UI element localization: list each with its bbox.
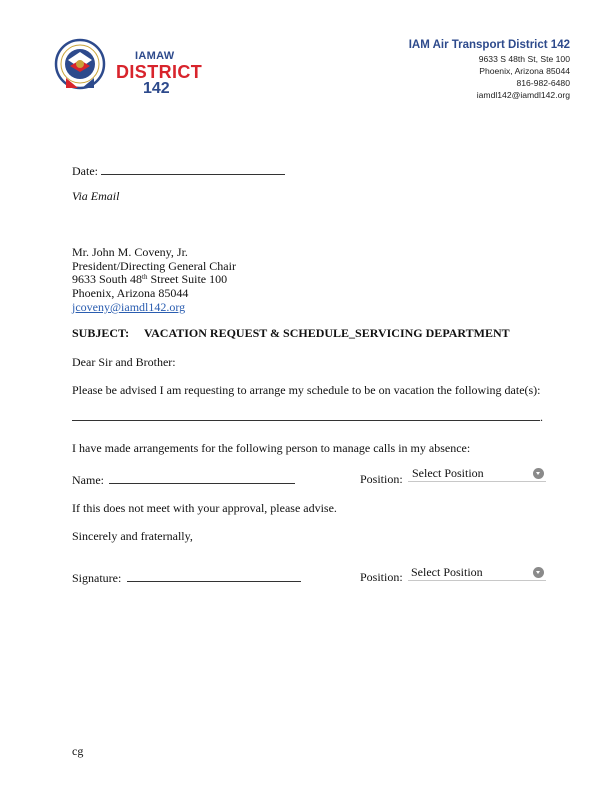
org-address-line-1: 9633 S 48th St, Ste 100: [478, 54, 570, 64]
org-address-line-2: Phoenix, Arizona 85044: [479, 66, 570, 76]
org-email: iamdl142@iamdl142.org: [476, 90, 570, 100]
org-phone: 816-982-6480: [516, 78, 570, 88]
chevron-down-icon: [533, 468, 544, 479]
recipient-title: President/Directing General Chair: [72, 259, 236, 273]
name-label: Name:: [72, 473, 104, 487]
recipient-street: 9633 South 48th Street Suite 100: [72, 272, 228, 286]
signature-line: [72, 570, 301, 585]
brand-district-text: DISTRICT: [116, 62, 203, 82]
brand-number-text: 142: [143, 80, 170, 97]
recipient-city: Phoenix, Arizona 85044: [72, 286, 189, 300]
salutation: Dear Sir and Brother:: [72, 355, 176, 369]
date-field[interactable]: [101, 163, 285, 175]
position-label: Position:: [360, 472, 403, 486]
approval-paragraph: If this does not meet with your approval, please advise.: [72, 501, 337, 515]
signature-label: Signature:: [72, 571, 122, 585]
chevron-down-icon: [533, 567, 544, 578]
signature-position-select[interactable]: [408, 566, 546, 581]
subject-label: SUBJECT:: [72, 326, 130, 340]
arrangement-paragraph: I have made arrangements for the following person to manage calls in my absence:: [72, 441, 471, 455]
closing-line: Sincerely and fraternally,: [72, 529, 193, 543]
request-paragraph: Please be advised I am requesting to arrange my schedule to be on vacation the following date(s):: [72, 383, 541, 397]
date-label: Date:: [72, 164, 98, 178]
union-seal-logo: [54, 38, 106, 98]
recipient-name: Mr. John M. Coveny, Jr.: [72, 245, 188, 259]
district-brand-mark: [116, 51, 202, 97]
signature-position-select-value: Select Position: [411, 565, 483, 579]
signature-position-label: Position:: [360, 570, 403, 584]
letterhead-contact-block: [409, 38, 570, 101]
via-email-note: Via Email: [72, 189, 120, 203]
position-select-value: Select Position: [412, 466, 484, 480]
name-line: [72, 472, 295, 487]
date-line: [72, 163, 285, 178]
position-select[interactable]: [408, 467, 546, 482]
name-field[interactable]: [109, 472, 295, 484]
recipient-email-link[interactable]: jcoveny@iamdl142.org: [72, 300, 186, 314]
vacation-dates-field[interactable]: .: [72, 409, 543, 424]
org-name: IAM Air Transport District 142: [408, 39, 570, 51]
subject-text: VACATION REQUEST & SCHEDULE_SERVICING DEPARTMENT: [144, 326, 510, 340]
signature-field[interactable]: [127, 570, 301, 582]
footer-initials: cg: [72, 744, 84, 758]
brand-iamaw-text: IAMAW: [135, 50, 175, 62]
